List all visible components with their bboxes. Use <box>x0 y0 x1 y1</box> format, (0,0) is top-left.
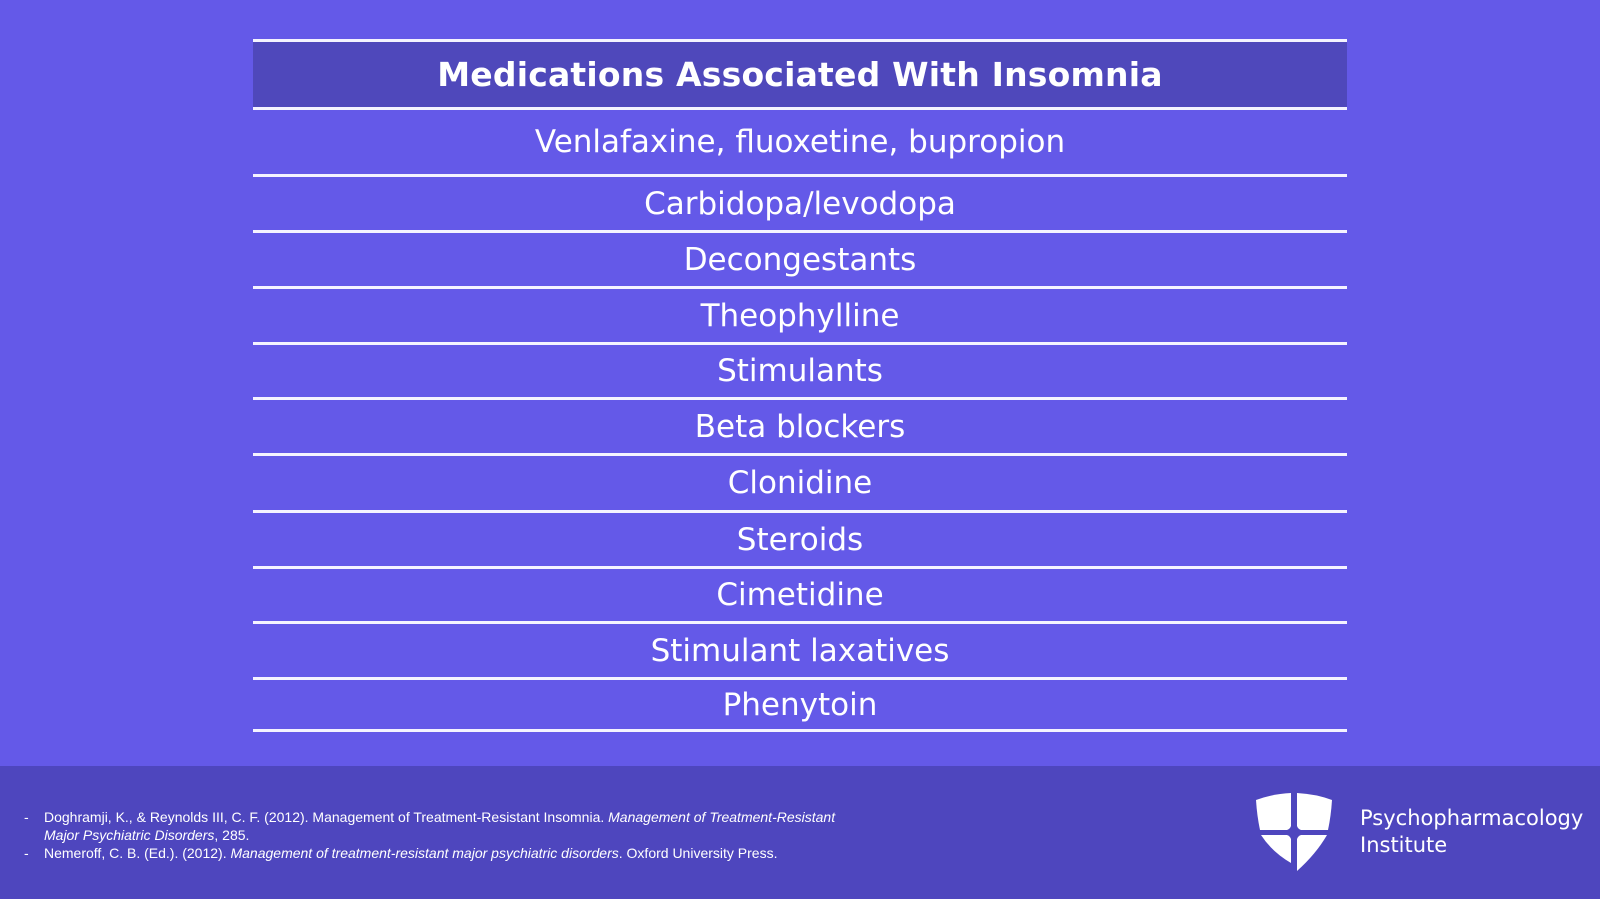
bullet-dash: - <box>24 845 29 861</box>
table-row <box>253 110 1347 177</box>
row-text: Venlafaxine, fluoxetine, bupropion <box>534 124 1066 160</box>
reference-text: . Oxford University Press. <box>618 845 778 861</box>
table-row <box>253 680 1347 732</box>
table-row <box>253 513 1347 569</box>
references <box>24 808 864 862</box>
reference-text: Nemeroff, C. B. (Ed.). (2012). <box>44 845 231 861</box>
table-row <box>253 456 1347 513</box>
row-text: Beta blockers <box>694 408 906 445</box>
reference-item <box>24 844 864 862</box>
table-row <box>253 569 1347 624</box>
logo-line-2: Institute <box>1360 833 1448 857</box>
row-text: Phenytoin <box>722 686 878 723</box>
row-text: Stimulants <box>717 353 883 389</box>
reference-text: , 285. <box>214 827 250 843</box>
reference-source: Management of Treatment-Resistant Major Psychiatric Disorders <box>44 809 836 843</box>
row-text: Steroids <box>736 521 864 558</box>
table-row <box>253 345 1347 400</box>
reference-source: Management of treatment-resistant major psychiatric disorders <box>230 845 619 861</box>
table-row <box>253 289 1347 345</box>
bullet-dash: - <box>24 809 29 825</box>
table-row <box>253 624 1347 680</box>
row-text: Theophylline <box>700 297 900 334</box>
shield-cross-icon <box>1254 792 1334 872</box>
row-text: Cimetidine <box>716 577 884 613</box>
reference-text: Doghramji, K., & Reynolds III, C. F. (2012). Management of Treatment-Resistant Insomnia. <box>44 809 609 825</box>
institute-logo <box>1254 792 1583 872</box>
footer <box>0 766 1600 899</box>
reference-item <box>24 808 864 844</box>
table-title: Medications Associated With Insomnia <box>437 55 1163 94</box>
table-row <box>253 233 1347 289</box>
row-text: Decongestants <box>683 241 917 278</box>
table-row <box>253 177 1347 233</box>
logo-wordmark <box>1360 805 1583 859</box>
medications-table <box>253 39 1347 732</box>
row-text: Stimulant laxatives <box>650 632 950 669</box>
table-row <box>253 400 1347 456</box>
row-text: Carbidopa/levodopa <box>644 185 956 222</box>
table-header <box>253 39 1347 110</box>
logo-line-1: Psychopharmacology <box>1360 806 1584 830</box>
row-text: Clonidine <box>727 465 873 501</box>
